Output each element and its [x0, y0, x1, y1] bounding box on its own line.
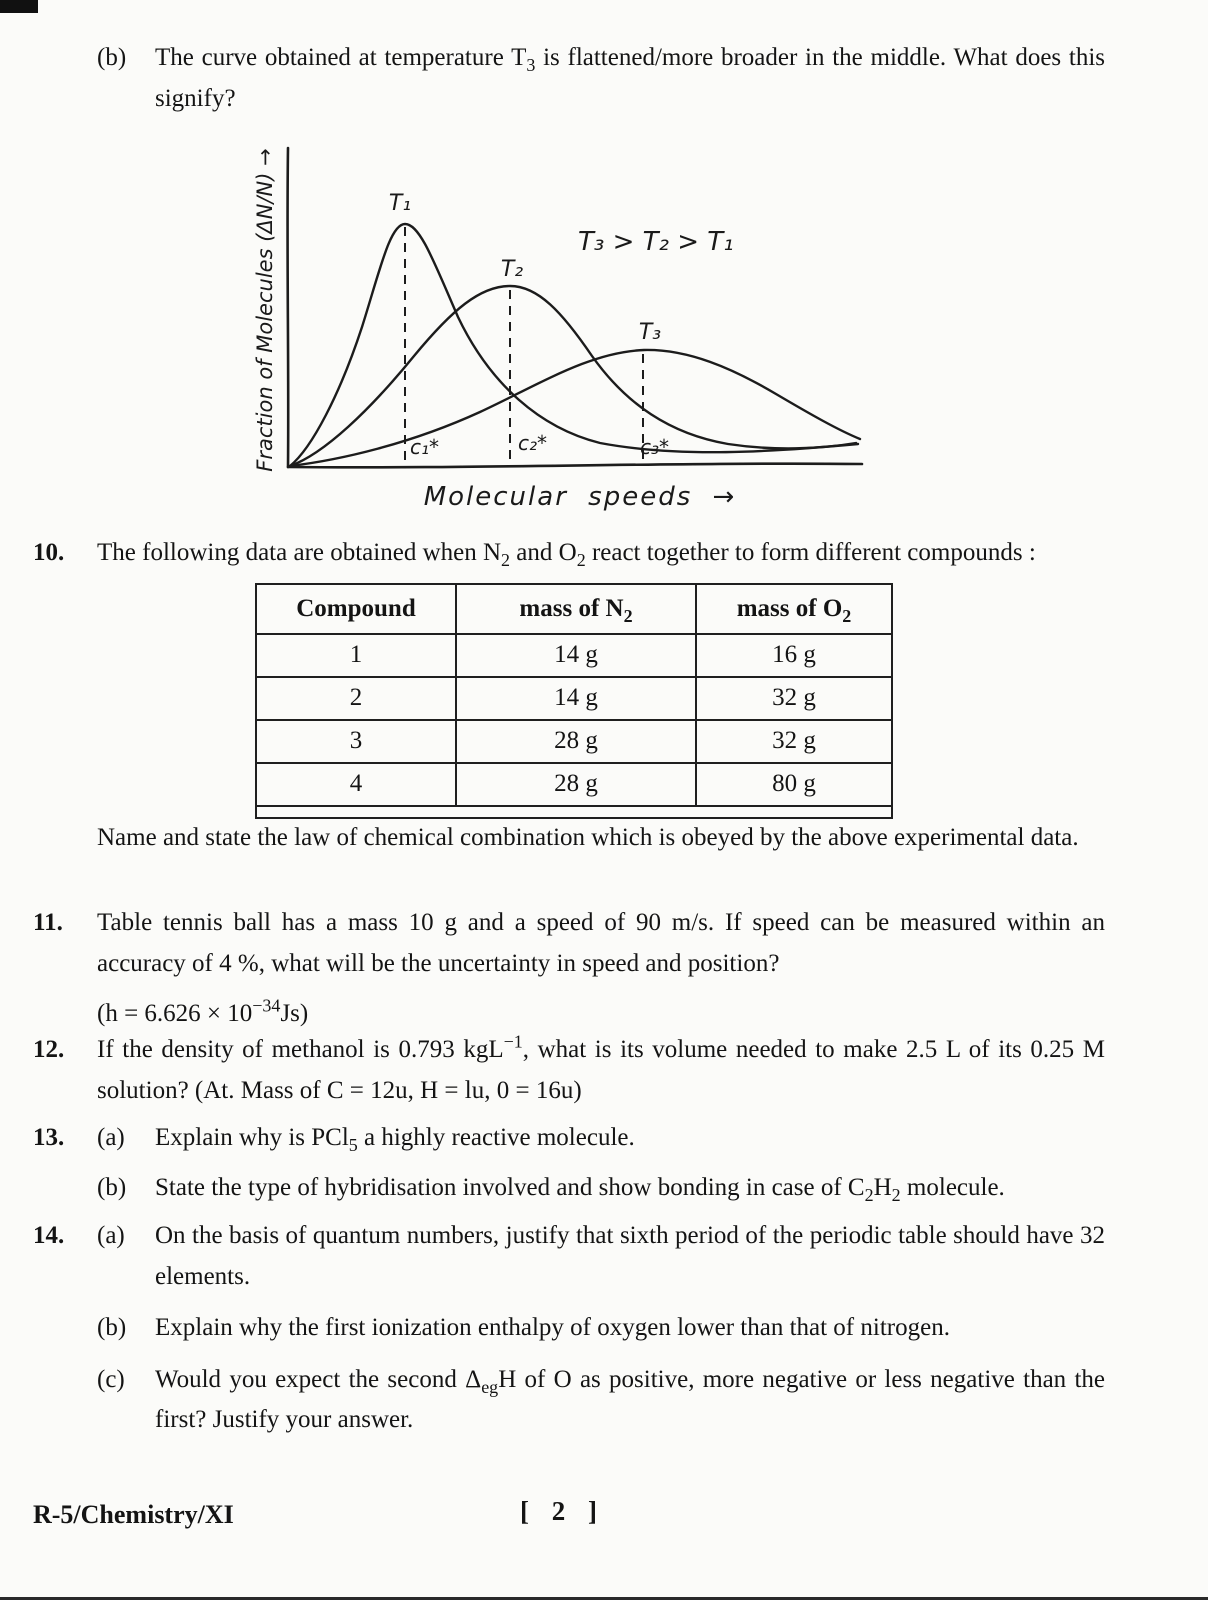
temperature-inequality: T₃ > T₂ > T₁: [578, 227, 734, 257]
paper-code: R-5/Chemistry/XI: [33, 1500, 234, 1529]
question-10: [33, 533, 1105, 574]
question-13a: [97, 1118, 1105, 1159]
question-13-body: [97, 1118, 1105, 1208]
page-number: [ 2 ]: [520, 1496, 605, 1526]
cell-mass-n2: 14 g: [456, 677, 696, 720]
question-14-body: [97, 1216, 1105, 1441]
table-bottom-spacer: [256, 806, 892, 818]
y-axis-label: Fraction of Molecules (ΔN/N) →: [253, 148, 277, 472]
cell-compound: 2: [256, 677, 456, 720]
question-12-text: If the density of methanol is 0.793 kgL$^{-1}$, what is its volume needed to make 2.5 L of its 0.25 M solution? (At. Mass of C = 12u, H = lu, 0 = 16u): [97, 1031, 1105, 1104]
question-b-text: The curve obtained at temperature $T_3$ is flattened/more broader in the middle. What does this signify?: [155, 44, 1106, 112]
table-row: [256, 763, 892, 806]
question-14c-text: Would you expect the second $\Delta_{eg}H$ of O as positive, more negative or less negative than the first? Justify your answer.: [155, 1365, 1105, 1433]
speed-mark-c2: c₂*: [518, 431, 548, 455]
speed-mark-c3: c₃*: [640, 435, 670, 459]
question-14c-label: (c): [97, 1365, 125, 1393]
planck-constant-line: $(h = 6.626 \times 10^{-34}Js)$: [97, 995, 309, 1027]
table-header-row: [256, 584, 892, 634]
x-axis: [288, 464, 862, 468]
graph-canvas: [222, 132, 882, 532]
y-axis: [288, 148, 289, 467]
curve-label-t3: T₃: [638, 320, 662, 345]
cell-mass-n2: 28 g: [456, 720, 696, 763]
cell-mass-o2: 32 g: [696, 677, 892, 720]
question-10-followup: Name and state the law of chemical combination which is obeyed by the above experimental data.: [97, 824, 1079, 851]
question-14b: [97, 1308, 1105, 1349]
question-14a: [97, 1216, 1105, 1297]
question-13: [33, 1118, 1105, 1208]
question-14b-label: (b): [97, 1314, 127, 1341]
cell-compound: 3: [256, 720, 456, 763]
scan-artifact-top-left: [0, 0, 38, 13]
question-10-number: 10.: [33, 539, 65, 566]
question-14-number: 14.: [33, 1222, 65, 1249]
question-12: [33, 1030, 1105, 1111]
table-row: [256, 720, 892, 763]
question-13a-text: Explain why is PCl$_5$ a highly reactive molecule.: [155, 1124, 635, 1155]
compound-table: [255, 583, 893, 819]
question-14a-label: (a): [97, 1222, 125, 1249]
distribution-graph: [222, 132, 882, 532]
table-header-mass-o2: mass of $O_2$: [696, 584, 892, 634]
question-13a-label: (a): [97, 1124, 125, 1151]
question-13-number: 13.: [33, 1124, 65, 1151]
cell-mass-o2: 32 g: [696, 720, 892, 763]
x-axis-label: Molecular speeds →: [423, 482, 737, 512]
question-b-label: (b): [97, 44, 127, 71]
question-11: [33, 903, 1105, 1035]
question-10-text: The following data are obtained when $N_2$ and $O_2$ react together to form different compounds :: [97, 539, 1036, 570]
table-row: [256, 677, 892, 720]
table-header-mass-n2: mass of $N_2$: [456, 584, 696, 634]
cell-mass-n2: 14 g: [456, 634, 696, 677]
question-14a-text: On the basis of quantum numbers, justify that sixth period of the periodic table should have 32 elements.: [155, 1222, 1105, 1290]
table-row: [256, 634, 892, 677]
question-14b-text: Explain why the first ionization enthalpy of oxygen lower than that of nitrogen.: [155, 1314, 950, 1341]
question-13b-label: (b): [97, 1173, 127, 1201]
question-11-text: Table tennis ball has a mass 10 g and a speed of 90 m/s. If speed can be measured within an accuracy of 4 %, what will be the uncertainty in speed and position?: [97, 909, 1105, 977]
question-11-body: [97, 903, 1105, 1035]
speed-mark-c1: c₁*: [410, 435, 440, 459]
curve-t1: [290, 224, 858, 466]
question-13b: [97, 1168, 1105, 1209]
question-13b-text: State the type of hybridisation involved and show bonding in case of $C_2H_2$ molecule.: [155, 1173, 1005, 1205]
curve-t2: [290, 286, 856, 466]
question-12-number: 12.: [33, 1036, 65, 1063]
curve-label-t1: T₁: [388, 191, 412, 216]
question-14c: [97, 1360, 1105, 1441]
table-header-compound: Compound: [256, 584, 456, 634]
cell-mass-n2: 28 g: [456, 763, 696, 806]
cell-compound: 1: [256, 634, 456, 677]
question-b: [97, 38, 1105, 119]
question-11-number: 11.: [33, 909, 63, 936]
cell-mass-o2: 16 g: [696, 634, 892, 677]
cell-compound: 4: [256, 763, 456, 806]
curve-label-t2: T₂: [500, 257, 524, 282]
cell-mass-o2: 80 g: [696, 763, 892, 806]
question-14: [33, 1216, 1105, 1441]
